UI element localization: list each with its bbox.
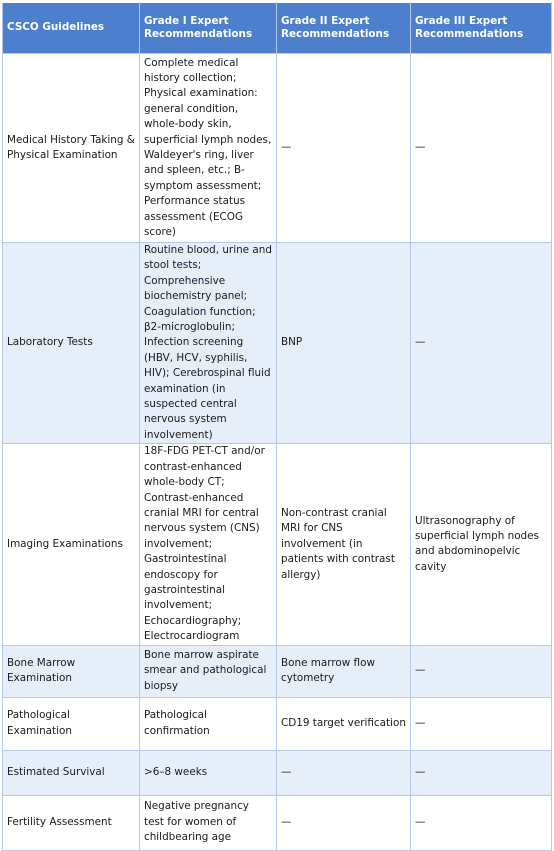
grade-1-cell: Routine blood, urine and stool tests; Comprehensive biochemistry panel; Coagulation function; β2-microglobulin; Infection screening (HBV, HCV, syphilis, HIV); Cerebrospinal fluid examination (in suspected central nervous system involvement) [140,243,277,444]
table-row [3,697,552,750]
header-grade-3: Grade III Expert Recommendations [411,3,552,54]
grade-2-cell: BNP [277,243,411,444]
guideline-cell: Bone Marrow Examination [3,645,140,697]
header-grade-2: Grade II Expert Recommendations [277,3,411,54]
grade-2-cell: — [277,54,411,243]
guideline-cell: Imaging Examinations [3,444,140,645]
grade-2-cell: — [277,795,411,850]
table-header [3,3,552,54]
grade-3-cell: — [411,795,552,850]
grade-2-cell: Bone marrow flow cytometry [277,645,411,697]
table-row [3,54,552,243]
guideline-cell: Laboratory Tests [3,243,140,444]
grade-1-cell: Negative pregnancy test for women of childbearing age [140,795,277,850]
grade-3-cell: — [411,697,552,750]
header-row [3,3,552,54]
grade-3-cell: — [411,645,552,697]
table-row [3,243,552,444]
table-row [3,750,552,795]
guidelines-table [2,2,552,851]
grade-1-cell: >6–8 weeks [140,750,277,795]
header-grade-1: Grade I Expert Recommendations [140,3,277,54]
grade-2-cell: CD19 target verification [277,697,411,750]
guideline-cell: Estimated Survival [3,750,140,795]
header-csco-guidelines: CSCO Guidelines [3,3,140,54]
table-row [3,795,552,850]
table-row [3,444,552,645]
grade-3-cell: Ultrasonography of superficial lymph nodes and abdominopelvic cavity [411,444,552,645]
grade-1-cell: Pathological confirmation [140,697,277,750]
guideline-cell: Pathological Examination [3,697,140,750]
table-row [3,645,552,697]
grade-1-cell: Complete medical history collection; Physical examination: general condition, whole-body skin, superficial lymph nodes, Waldeyer's ring, liver and spleen, etc.; B-symptom assessment; Performance status assessment (ECOG score) [140,54,277,243]
grade-3-cell: — [411,243,552,444]
table-body [3,54,552,851]
grade-1-cell: 18F-FDG PET-CT and/or contrast-enhanced whole-body CT; Contrast-enhanced cranial MRI for central nervous system (CNS) involvement; Gastrointestinal endoscopy for gastrointestinal involvement; Echocardiography; Electrocardiogram [140,444,277,645]
guideline-cell: Fertility Assessment [3,795,140,850]
grade-2-cell: Non-contrast cranial MRI for CNS involvement (in patients with contrast allergy) [277,444,411,645]
grade-2-cell: — [277,750,411,795]
guideline-cell: Medical History Taking & Physical Examination [3,54,140,243]
grade-3-cell: — [411,750,552,795]
grade-1-cell: Bone marrow aspirate smear and pathological biopsy [140,645,277,697]
grade-3-cell: — [411,54,552,243]
